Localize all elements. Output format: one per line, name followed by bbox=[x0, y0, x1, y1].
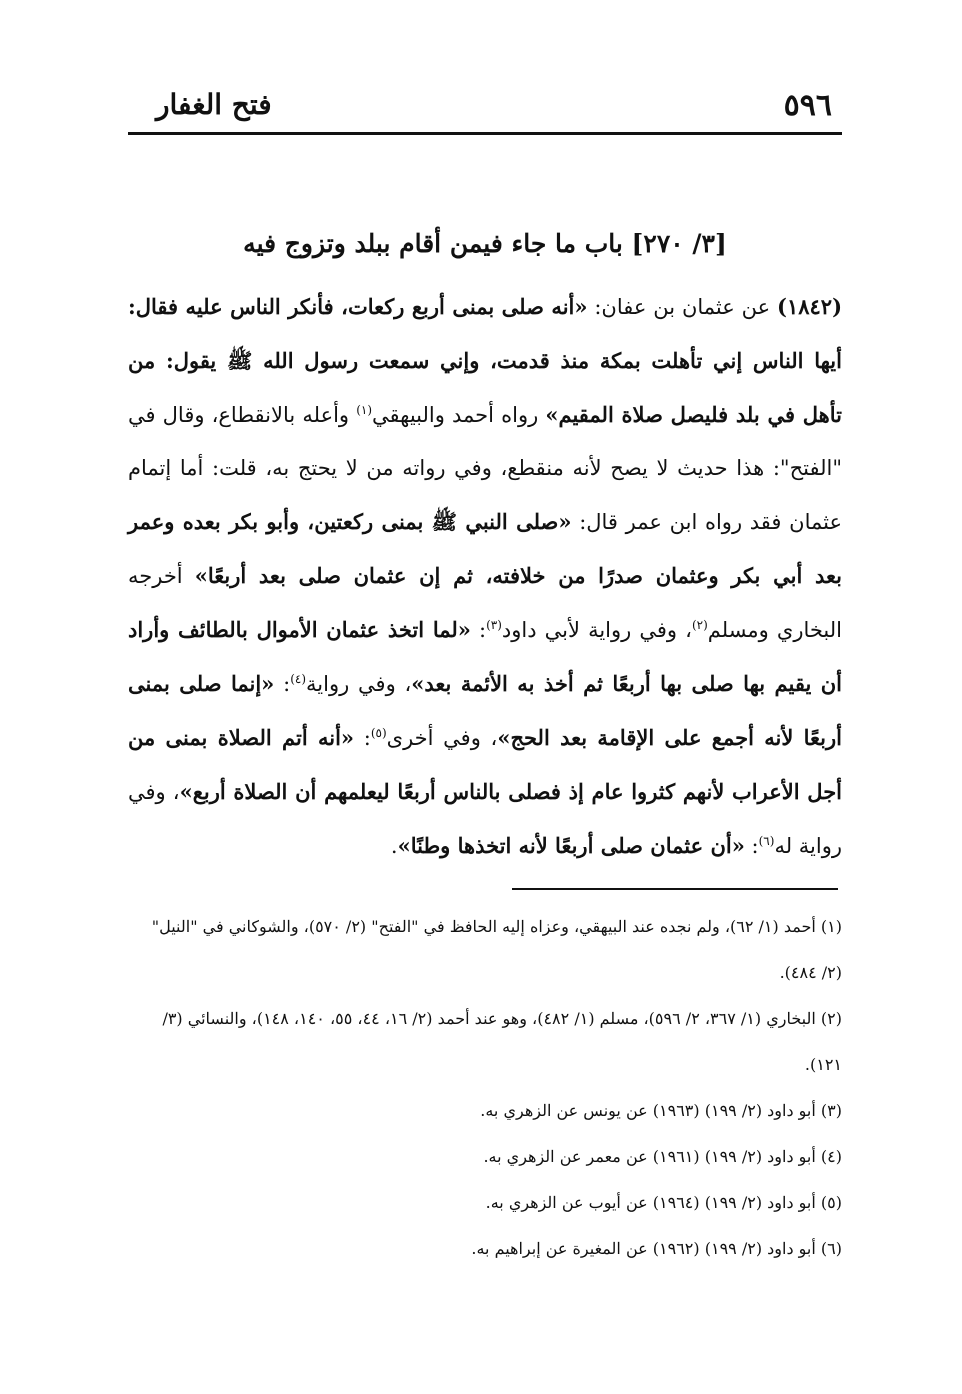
footnote-marker: (٥) bbox=[370, 726, 387, 740]
footnote: (٦) أبو داود (٢/ ١٩٩) (١٩٦٢) عن المغيرة عن إبراهيم به. bbox=[471, 1239, 842, 1258]
commentary-text: رواه أحمد والبيهقي bbox=[372, 403, 539, 427]
running-title: فتح الغفار bbox=[156, 88, 272, 121]
hadith-text bbox=[128, 280, 842, 873]
page-header bbox=[128, 88, 842, 134]
quoted-narration: «إنما صلى بمنى أربعًا لأنه أجمع على الإقامة بعد الحج» bbox=[128, 671, 843, 750]
hadith-matn: «أنه صلى بمنى أربع ركعات، فأنكر الناس عليه فقال: أيها الناس إني تأهلت بمكة منذ قدمت، وإني سمعت رسول الله ﷺ يقول: من تأهل في بلد فليصل صلاة المقيم» bbox=[128, 294, 842, 427]
hadith-narrator: عن عثمان بن عفان: bbox=[594, 295, 771, 319]
commentary-text: ، وفي رواية له bbox=[128, 780, 842, 858]
footnote-marker: (٢) bbox=[691, 618, 708, 632]
footnote-marker: (٦) bbox=[758, 834, 775, 848]
hadith-paragraph: (١٨٤٢) عن عثمان بن عفان: «أنه صلى بمنى أربع ركعات، فأنكر الناس عليه فقال: أيها الناس إني تأهلت بمكة منذ قدمت، وإني سمعت رسول الله ﷺ يقول: من تأهل في بلد فليصل صلاة المقيم» رواه أحمد والبيهقي$^{(١)}$ وأعله بالانقطاع، وقال في "الفتح": هذا حديث لا يصح لأنه منقطع، وفي رواته من لا يحتج به، قلت: أما إتمام عثمان فقد رواه ابن عمر قال: «صلى النبي ﷺ بمنى ركعتين، وأبو بكر بعده وعمر بعد أبي بكر وعثمان صدرًا من خلافته، ثم إن عثمان صلى بعد أربعًا» أخرجه البخاري ومسلم$^{(٢)}$، وفي رواية لأبي داود$^{(٣)}$: «لما اتخذ عثمان الأموال بالطائف وأراد أن يقيم بها صلى بها أربعًا ثم أخذ به الأئمة بعد»، وفي رواية$^{(٤)}$: «إنما صلى بمنى أربعًا لأنه أجمع على الإقامة بعد الحج»، وفي أخرى$^{(٥)}$: «أنه أتم الصلاة بمنى من أجل الأعراب لأنهم كثروا عام إذ فصلى بالناس أربعًا ليعلمهم أن الصلاة أربع»، وفي رواية له$^{(٦)}$: «أن عثمان صلى أربعًا لأنه اتخذها وطنًا». bbox=[128, 294, 843, 858]
hadith-number: (١٨٤٢) bbox=[777, 294, 842, 319]
footnote-marker: (٣) bbox=[486, 618, 502, 632]
commentary-text: ، وفي رواية لأبي داود bbox=[501, 618, 692, 642]
footnote-marker: (٤) bbox=[290, 672, 307, 686]
commentary-text: وأعله بالانقطاع، وقال في "الفتح": هذا حديث لا يصح لأنه منقطع، وفي رواته من لا يحتج به، قلت: أما إتمام عثمان فقد رواه ابن عمر قال: bbox=[128, 403, 842, 534]
commentary-text: ، وفي أخرى bbox=[386, 726, 498, 750]
commentary-text: أخرجه البخاري ومسلم bbox=[128, 564, 843, 642]
quoted-narration: «صلى النبي ﷺ بمنى ركعتين، وأبو بكر بعده وعمر بعد أبي بكر وعثمان صدرًا من خلافته، ثم إن عثمان صلى بعد أربعًا» bbox=[128, 509, 842, 588]
end-period: . bbox=[390, 834, 398, 858]
footnote-separator bbox=[512, 888, 838, 890]
quoted-narration: «لما اتخذ عثمان الأموال بالطائف وأراد أن يقيم بها صلى بها أربعًا ثم أخذ به الأئمة بعد» bbox=[128, 617, 842, 696]
commentary-text: ، وفي رواية bbox=[306, 672, 412, 696]
chapter-heading: [٣/ ٢٧٠] باب ما جاء فيمن أقام ببلد وتزوج فيه bbox=[243, 229, 727, 258]
footnote: (٥) أبو داود (٢/ ١٩٩) (١٩٦٤) عن أيوب عن الزهري به. bbox=[485, 1193, 842, 1212]
footnote: (٣) أبو داود (٢/ ١٩٩) (١٩٦٣) عن يونس عن الزهري به. bbox=[480, 1101, 842, 1120]
header-rule bbox=[128, 132, 842, 135]
quoted-narration: «أن عثمان صلى أربعًا لأنه اتخذها وطنًا» bbox=[397, 833, 745, 858]
footnote: (١) أحمد (١/ ٦٢)، ولم نجده عند البيهقي، وعزاه إليه الحافظ في "الفتح" (٢/ ٥٧٠)، والشوكاني في "النيل" (٢/ ٤٨٤). bbox=[151, 917, 842, 982]
page-number: ٥٩٦ bbox=[783, 88, 832, 123]
footnotes bbox=[128, 904, 842, 1272]
footnote: (٤) أبو داود (٢/ ١٩٩) (١٩٦١) عن معمر عن الزهري به. bbox=[483, 1147, 842, 1166]
footnote: (٢) البخاري (١/ ٣٦٧، ٢/ ٥٩٦)، مسلم (١/ ٤٨٢)، وهو عند أحمد (٢/ ١٦، ٤٤، ٥٥، ١٤٠، ١٤٨)، والنسائي (٣/ ١٢١). bbox=[162, 1009, 842, 1074]
footnote-marker: (١) bbox=[356, 403, 373, 417]
quoted-narration: «أنه أتم الصلاة بمنى من أجل الأعراب لأنهم كثروا عام إذ فصلى بالناس أربعًا ليعلمهم أن الصلاة أربع» bbox=[128, 725, 843, 804]
